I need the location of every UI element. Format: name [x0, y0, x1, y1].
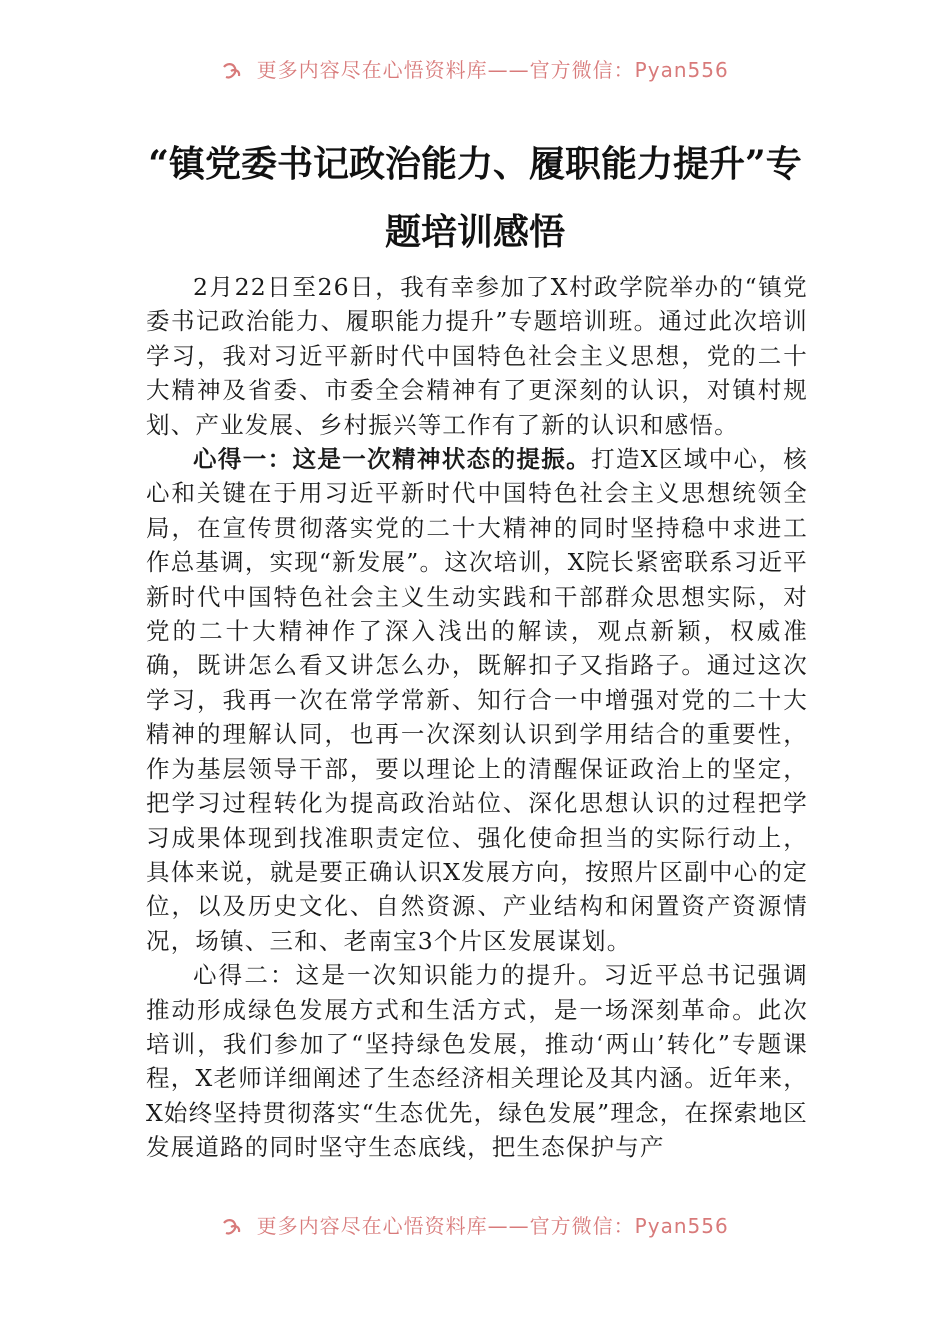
paragraph-1-text: 2月22日至26日，我有幸参加了X村政学院举办的“镇党委书记政治能力、履职能力提升”专题培训班。通过此次培训学习，我对习近平新时代中国特色社会主义思想，党的二十大精神及省委、市委全会精神有了更深刻的认识，对镇村规划、产业发展、乡村振兴等工作有了新的认识和感悟。 — [146, 273, 808, 439]
paragraph-1 — [146, 270, 808, 442]
watermark-top — [0, 56, 950, 84]
paragraph-2-lead: 心得一：这是一次精神状态的提振。 — [193, 445, 592, 474]
document-title-line-2: 题培训感悟 — [384, 211, 565, 253]
document-body — [146, 270, 808, 1165]
watermark-logo-icon — [221, 61, 243, 83]
watermark-bottom — [0, 1212, 950, 1240]
document-title-line-1: “镇党委书记政治能力、履职能力提升”专 — [148, 143, 802, 185]
paragraph-2 — [146, 442, 808, 958]
paragraph-3-text: 心得二：这是一次知识能力的提升。习近平总书记强调推动形成绿色发展方式和生活方式，是一场深刻革命。此次培训，我们参加了“坚持绿色发展，推动‘两山’转化”专题课程，X老师详细阐述了生态经济相关理论及其内涵。近年来，X始终坚持贯彻落实“生态优先，绿色发展”理念，在探索地区发展道路的同时坚守生态底线，把生态保护与产 — [146, 961, 808, 1162]
watermark-text: 更多内容尽在心悟资料库——官方微信：Pyan556 — [256, 1214, 729, 1238]
watermark-text: 更多内容尽在心悟资料库——官方微信：Pyan556 — [256, 58, 729, 82]
watermark-logo-icon — [221, 1217, 243, 1239]
paragraph-2-text: 打造X区域中心，核心和关键在于用习近平新时代中国特色社会主义思想统领全局，在宣传贯彻落实党的二十大精神的同时坚持稳中求进工作总基调，实现“新发展”。这次培训，X院长紧密联系习近平新时代中国特色社会主义生动实践和干部群众思想实际，对党的二十大精神作了深入浅出的解读，观点新颖，权威准确，既讲怎么看又讲怎么办，既解扣子又指路子。通过这次学习，我再一次在常学常新、知行合一中增强对党的二十大精神的理解认同，也再一次深刻认识到学用结合的重要性，作为基层领导干部，要以理论上的清醒保证政治上的坚定，把学习过程转化为提高政治站位、深化思想认识的过程把学习成果体现到找准职责定位、强化使命担当的实际行动上，具体来说，就是要正确认识X发展方向，按照片区副中心的定位，以及历史文化、自然资源、产业结构和闲置资产资源情况，场镇、三和、老南宝3个片区发展谋划。 — [146, 445, 808, 955]
paragraph-3 — [146, 958, 808, 1164]
